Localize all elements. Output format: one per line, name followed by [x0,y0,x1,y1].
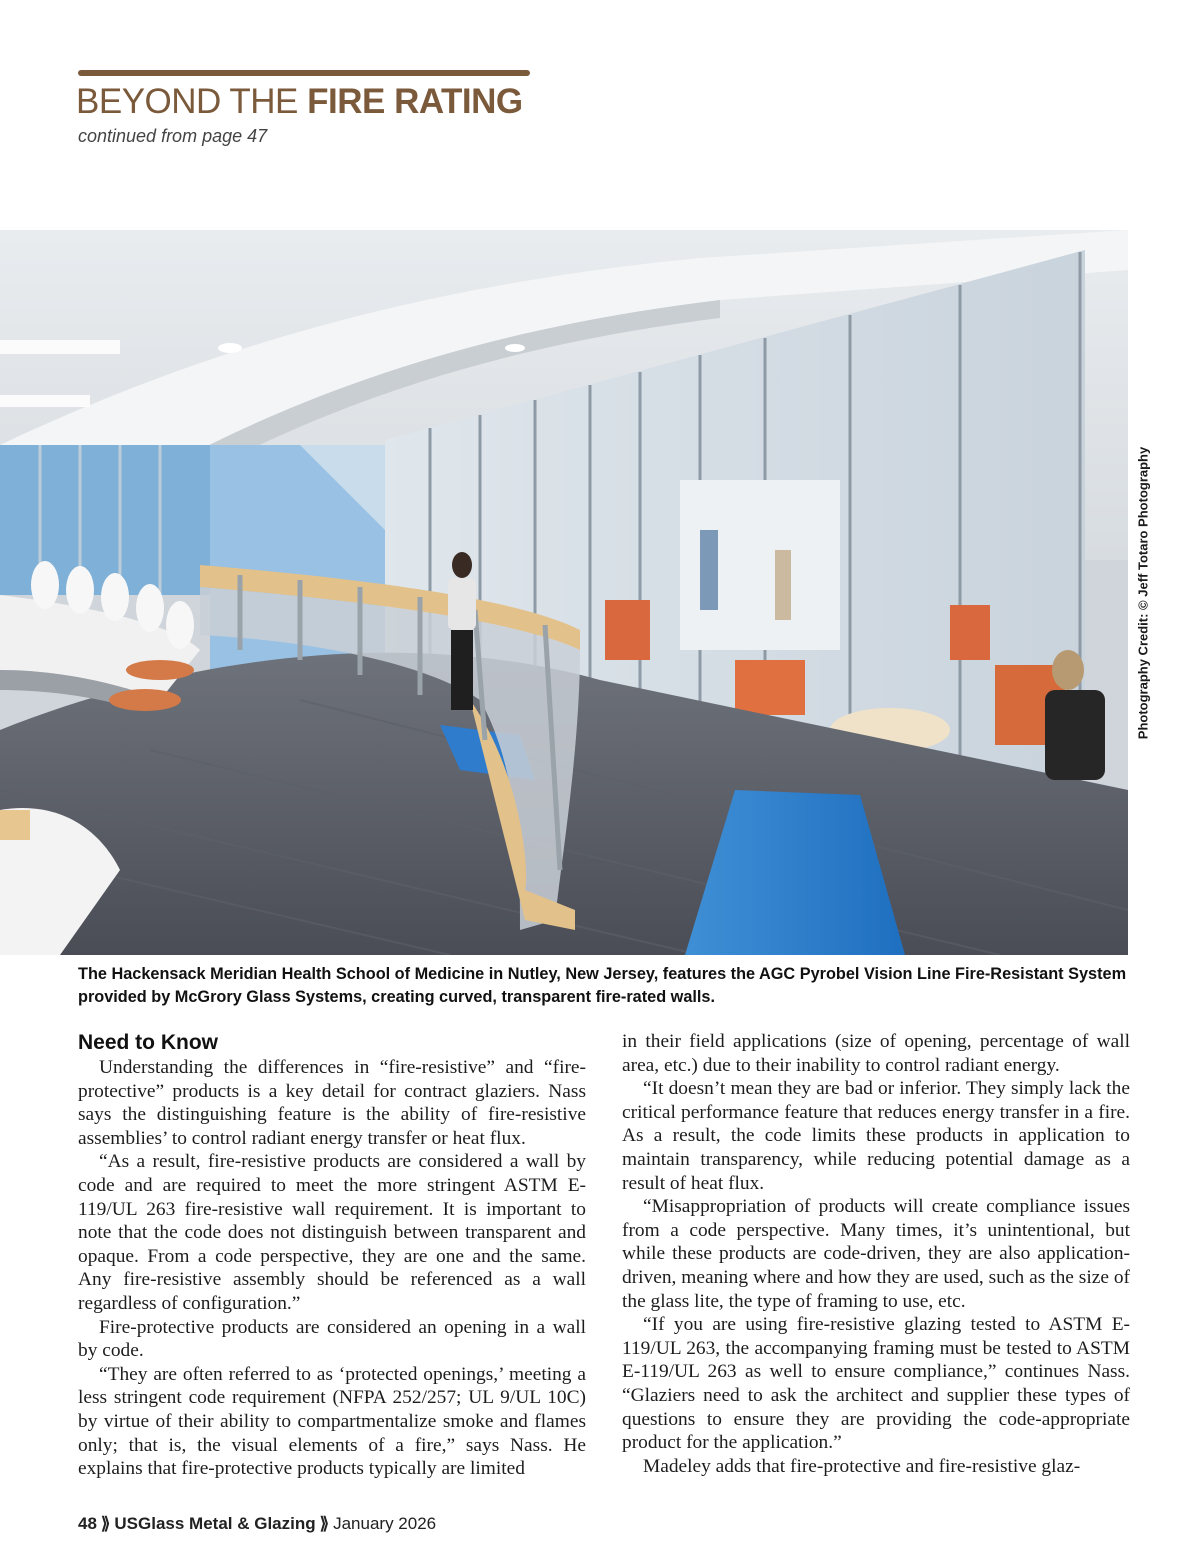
continued-note: continued from page 47 [78,126,268,146]
footer-separator: ⟫ [100,1514,111,1533]
page-footer [78,1514,436,1534]
article-column-left [78,1030,586,1481]
article-paragraph: Fire-protective products are considered an opening in a wall by code. [78,1316,586,1362]
publication-name: USGlass Metal & Glazing [114,1514,316,1533]
article-photo [0,230,1128,955]
article-paragraph: Understanding the differences in “fire-resistive” and “fire-protective” products is a key detail for contract glaziers. Nass says the distinguishing feature is the ability of fire-resistive assemblies’ to control radiant energy transfer or heat flux. [78,1057,586,1149]
article-paragraph: “They are often referred to as ‘protected openings,’ meeting a less stringent code requirement (NFPA 252/257; UL 9/UL 10C) by virtue of their ability to compartmentalize smoke and flames only; that is, the visual elements of a fire,” says Nass. He explains that fire-protective products typically are limited [78,1363,586,1480]
article-paragraph: “If you are using fire-resistive glazing tested to ASTM E-119/UL 263, the accompanying framing must be tested to ASTM E-119/UL 263 as well to ensure compliance,” continues Nass. “Glaziers need to ask the architect and supplier these types of questions to ensure they are providing the code-appropriate product for the application.” [622,1314,1130,1454]
section-heading-light: BEYOND THE [76,82,298,121]
article-paragraph: Madeley adds that fire-protective and fire-resistive glaz- [643,1455,1081,1477]
article-subhead: Need to Know [78,1031,218,1054]
article-paragraph: “Misappropriation of products will create compliance issues from a code perspective. Many times, it’s unintentional, but while these products are code-driven, they are also application-driven, meaning where and how they are used, such as the size of the glass lite, the type of framing to use, etc. [622,1196,1130,1312]
article-column-right [622,1030,1130,1478]
page-number: 48 [78,1514,97,1533]
footer-separator: ⟫ [319,1514,330,1533]
header-rule [78,70,530,76]
article-paragraph: “As a result, fire-resistive products are considered a wall by code and are required to meet the more stringent ASTM E-119/UL 263 fire-resistive wall requirement. It is important to note that the code does not distinguish between transparent and opaque. From a code perspective, they are one and the same. Any fire-resistive assembly should be referenced as a wall regardless of configuration.” [78,1151,586,1314]
section-heading-bold: FIRE RATING [307,82,523,121]
photo-credit: Photography Credit: © Jeff Totaro Photography [1135,446,1151,739]
article-paragraph: in their field applications (size of opening, percentage of wall area, etc.) due to their inability to control radiant energy. [622,1031,1130,1076]
article-paragraph: “It doesn’t mean they are bad or inferior. They simply lack the critical performance feature that reduces energy transfer in a fire. As a result, the code limits these products in application to maintain transparency, while reducing potential damage as a result of heat flux. [622,1078,1130,1194]
issue-date: January 2026 [333,1514,437,1533]
photo-caption: The Hackensack Meridian Health School of Medicine in Nutley, New Jersey, features the AGC Pyrobel Vision Line Fire-Resistant System provided by McGrory Glass Systems, creating curved, transparent fire-rated walls. [78,965,1127,1006]
section-heading [76,82,523,122]
